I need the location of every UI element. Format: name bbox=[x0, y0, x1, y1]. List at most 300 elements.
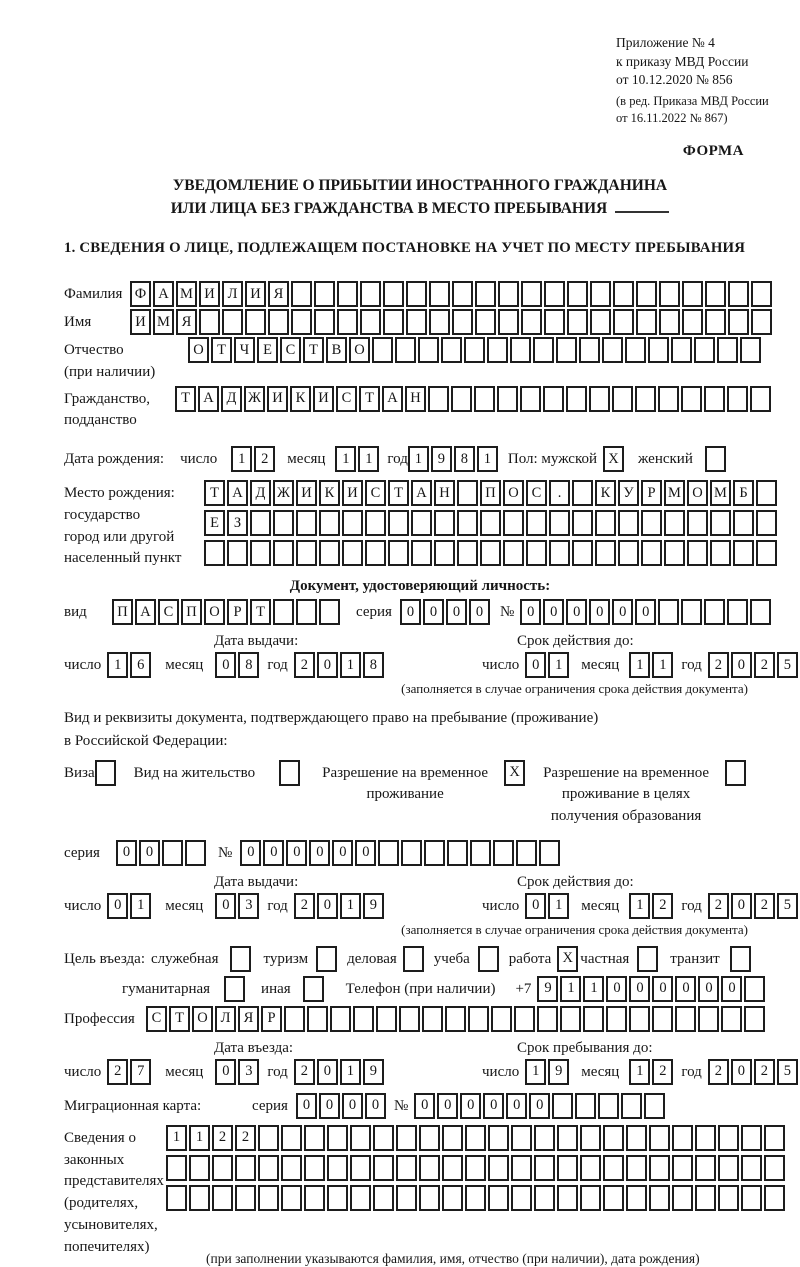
char-box[interactable] bbox=[618, 540, 639, 566]
char-box[interactable] bbox=[740, 337, 761, 363]
char-box[interactable] bbox=[521, 281, 542, 307]
char-box[interactable]: 8 bbox=[454, 446, 475, 472]
char-box[interactable] bbox=[556, 337, 577, 363]
char-box[interactable] bbox=[497, 386, 518, 412]
char-box[interactable] bbox=[727, 386, 748, 412]
char-box[interactable] bbox=[626, 1155, 647, 1181]
char-box[interactable]: 0 bbox=[525, 652, 546, 678]
char-box[interactable] bbox=[659, 281, 680, 307]
char-box[interactable] bbox=[602, 337, 623, 363]
char-box[interactable] bbox=[733, 540, 754, 566]
char-box[interactable]: Т bbox=[250, 599, 271, 625]
char-box[interactable] bbox=[314, 309, 335, 335]
char-box[interactable]: 1 bbox=[358, 446, 379, 472]
char-box[interactable] bbox=[681, 599, 702, 625]
char-box[interactable]: М bbox=[664, 480, 685, 506]
char-box[interactable]: 2 bbox=[294, 893, 315, 919]
char-box[interactable] bbox=[406, 309, 427, 335]
sex-male-checkbox[interactable] bbox=[603, 446, 626, 472]
char-box[interactable] bbox=[491, 1006, 512, 1032]
char-box[interactable]: И bbox=[342, 480, 363, 506]
char-box[interactable] bbox=[429, 309, 450, 335]
purpose-private-checkbox[interactable] bbox=[637, 946, 660, 972]
char-box[interactable]: Я bbox=[238, 1006, 259, 1032]
char-box[interactable]: 9 bbox=[548, 1059, 569, 1085]
char-box[interactable] bbox=[695, 1185, 716, 1211]
char-box[interactable]: 0 bbox=[698, 976, 719, 1002]
iddoc-issue-year-field[interactable] bbox=[294, 652, 386, 678]
char-box[interactable] bbox=[681, 386, 702, 412]
char-box[interactable] bbox=[470, 840, 491, 866]
char-box[interactable]: 7 bbox=[130, 1059, 151, 1085]
char-box[interactable]: 0 bbox=[446, 599, 467, 625]
char-box[interactable] bbox=[649, 1155, 670, 1181]
char-box[interactable] bbox=[516, 840, 537, 866]
char-box[interactable]: 0 bbox=[317, 893, 338, 919]
representatives-field-row2[interactable] bbox=[166, 1155, 787, 1181]
char-box[interactable] bbox=[606, 1006, 627, 1032]
entry-year-field[interactable] bbox=[294, 1059, 386, 1085]
char-box[interactable]: Т bbox=[175, 386, 196, 412]
char-box[interactable] bbox=[695, 1155, 716, 1181]
char-box[interactable]: 0 bbox=[215, 893, 236, 919]
char-box[interactable] bbox=[664, 540, 685, 566]
citizenship-field[interactable] bbox=[175, 386, 773, 412]
char-box[interactable]: С bbox=[158, 599, 179, 625]
char-box[interactable]: 1 bbox=[548, 893, 569, 919]
char-box[interactable] bbox=[373, 1125, 394, 1151]
char-box[interactable] bbox=[403, 946, 424, 972]
permit-series-field[interactable] bbox=[116, 840, 208, 866]
char-box[interactable]: 0 bbox=[529, 1093, 550, 1119]
char-box[interactable]: 1 bbox=[231, 446, 252, 472]
iddoc-expiry-year-field[interactable] bbox=[708, 652, 800, 678]
char-box[interactable] bbox=[603, 1125, 624, 1151]
char-box[interactable] bbox=[644, 1093, 665, 1119]
birth-year-field[interactable] bbox=[408, 446, 500, 472]
char-box[interactable] bbox=[543, 386, 564, 412]
char-box[interactable] bbox=[235, 1155, 256, 1181]
char-box[interactable] bbox=[579, 337, 600, 363]
char-box[interactable] bbox=[488, 1185, 509, 1211]
char-box[interactable] bbox=[465, 1125, 486, 1151]
char-box[interactable]: С bbox=[146, 1006, 167, 1032]
char-box[interactable]: 0 bbox=[612, 599, 633, 625]
char-box[interactable]: У bbox=[618, 480, 639, 506]
char-box[interactable]: А bbox=[382, 386, 403, 412]
char-box[interactable] bbox=[580, 1155, 601, 1181]
char-box[interactable]: 0 bbox=[319, 1093, 340, 1119]
char-box[interactable]: О bbox=[192, 1006, 213, 1032]
char-box[interactable] bbox=[212, 1155, 233, 1181]
char-box[interactable]: 0 bbox=[309, 840, 330, 866]
char-box[interactable]: 0 bbox=[296, 1093, 317, 1119]
char-box[interactable] bbox=[273, 510, 294, 536]
char-box[interactable] bbox=[419, 1185, 440, 1211]
char-box[interactable] bbox=[383, 281, 404, 307]
birthplace-field-row3[interactable] bbox=[204, 540, 779, 566]
char-box[interactable]: 0 bbox=[606, 976, 627, 1002]
char-box[interactable]: А bbox=[135, 599, 156, 625]
char-box[interactable] bbox=[224, 976, 245, 1002]
char-box[interactable]: Н bbox=[405, 386, 426, 412]
char-box[interactable]: 1 bbox=[548, 652, 569, 678]
char-box[interactable]: С bbox=[336, 386, 357, 412]
char-box[interactable] bbox=[649, 1125, 670, 1151]
char-box[interactable] bbox=[687, 540, 708, 566]
char-box[interactable] bbox=[227, 540, 248, 566]
char-box[interactable]: 0 bbox=[107, 893, 128, 919]
char-box[interactable] bbox=[166, 1185, 187, 1211]
char-box[interactable] bbox=[268, 309, 289, 335]
char-box[interactable] bbox=[750, 386, 771, 412]
char-box[interactable] bbox=[603, 1155, 624, 1181]
purpose-study-checkbox[interactable] bbox=[478, 946, 501, 972]
char-box[interactable] bbox=[695, 1125, 716, 1151]
char-box[interactable]: 1 bbox=[340, 893, 361, 919]
char-box[interactable] bbox=[572, 540, 593, 566]
char-box[interactable]: 0 bbox=[525, 893, 546, 919]
char-box[interactable] bbox=[756, 510, 777, 536]
char-box[interactable] bbox=[365, 540, 386, 566]
char-box[interactable] bbox=[342, 510, 363, 536]
char-box[interactable] bbox=[595, 540, 616, 566]
char-box[interactable] bbox=[303, 976, 324, 1002]
char-box[interactable]: 0 bbox=[400, 599, 421, 625]
char-box[interactable] bbox=[725, 760, 746, 786]
char-box[interactable] bbox=[557, 1155, 578, 1181]
name-field[interactable] bbox=[130, 309, 774, 335]
char-box[interactable] bbox=[589, 386, 610, 412]
char-box[interactable] bbox=[480, 510, 501, 536]
char-box[interactable]: 3 bbox=[238, 1059, 259, 1085]
char-box[interactable] bbox=[710, 540, 731, 566]
char-box[interactable]: Р bbox=[227, 599, 248, 625]
char-box[interactable]: О bbox=[204, 599, 225, 625]
birthplace-field-row1[interactable] bbox=[204, 480, 779, 506]
char-box[interactable] bbox=[281, 1155, 302, 1181]
char-box[interactable] bbox=[572, 510, 593, 536]
char-box[interactable]: З bbox=[227, 510, 248, 536]
char-box[interactable] bbox=[741, 1125, 762, 1151]
char-box[interactable] bbox=[629, 1006, 650, 1032]
char-box[interactable] bbox=[204, 540, 225, 566]
char-box[interactable] bbox=[672, 1125, 693, 1151]
char-box[interactable] bbox=[721, 1006, 742, 1032]
char-box[interactable] bbox=[567, 281, 588, 307]
char-box[interactable] bbox=[281, 1185, 302, 1211]
char-box[interactable] bbox=[764, 1125, 785, 1151]
representatives-field-row1[interactable] bbox=[166, 1125, 787, 1151]
char-box[interactable]: 0 bbox=[240, 840, 261, 866]
char-box[interactable]: Ч bbox=[234, 337, 255, 363]
char-box[interactable] bbox=[733, 510, 754, 536]
char-box[interactable]: 1 bbox=[629, 1059, 650, 1085]
char-box[interactable] bbox=[537, 1006, 558, 1032]
visa-checkbox[interactable] bbox=[95, 760, 118, 786]
char-box[interactable] bbox=[316, 946, 337, 972]
char-box[interactable] bbox=[526, 510, 547, 536]
char-box[interactable]: 2 bbox=[294, 1059, 315, 1085]
char-box[interactable]: 0 bbox=[365, 1093, 386, 1119]
char-box[interactable] bbox=[327, 1185, 348, 1211]
sex-female-checkbox[interactable] bbox=[705, 446, 728, 472]
char-box[interactable]: 1 bbox=[189, 1125, 210, 1151]
patronymic-field[interactable] bbox=[188, 337, 763, 363]
char-box[interactable] bbox=[539, 840, 560, 866]
char-box[interactable]: 2 bbox=[754, 652, 775, 678]
char-box[interactable] bbox=[166, 1155, 187, 1181]
char-box[interactable] bbox=[664, 510, 685, 536]
char-box[interactable] bbox=[428, 386, 449, 412]
char-box[interactable]: 1 bbox=[408, 446, 429, 472]
permit-issue-day-field[interactable] bbox=[107, 893, 153, 919]
char-box[interactable] bbox=[327, 1155, 348, 1181]
char-box[interactable]: 2 bbox=[754, 893, 775, 919]
char-box[interactable] bbox=[442, 1185, 463, 1211]
char-box[interactable] bbox=[464, 337, 485, 363]
char-box[interactable]: . bbox=[549, 480, 570, 506]
char-box[interactable]: 0 bbox=[731, 1059, 752, 1085]
char-box[interactable]: Р bbox=[641, 480, 662, 506]
char-box[interactable]: 0 bbox=[342, 1093, 363, 1119]
char-box[interactable] bbox=[350, 1185, 371, 1211]
char-box[interactable] bbox=[304, 1185, 325, 1211]
birth-day-field[interactable] bbox=[231, 446, 277, 472]
char-box[interactable]: 1 bbox=[130, 893, 151, 919]
char-box[interactable] bbox=[474, 386, 495, 412]
char-box[interactable] bbox=[590, 281, 611, 307]
char-box[interactable]: Р bbox=[261, 1006, 282, 1032]
char-box[interactable] bbox=[727, 599, 748, 625]
char-box[interactable] bbox=[373, 1155, 394, 1181]
char-box[interactable] bbox=[612, 386, 633, 412]
char-box[interactable] bbox=[598, 1093, 619, 1119]
char-box[interactable] bbox=[498, 281, 519, 307]
char-box[interactable]: 2 bbox=[254, 446, 275, 472]
char-box[interactable]: 1 bbox=[166, 1125, 187, 1151]
char-box[interactable] bbox=[441, 337, 462, 363]
char-box[interactable] bbox=[756, 540, 777, 566]
char-box[interactable]: А bbox=[198, 386, 219, 412]
char-box[interactable] bbox=[273, 540, 294, 566]
char-box[interactable] bbox=[279, 760, 300, 786]
char-box[interactable]: 0 bbox=[317, 652, 338, 678]
char-box[interactable] bbox=[756, 480, 777, 506]
char-box[interactable]: 9 bbox=[363, 1059, 384, 1085]
char-box[interactable] bbox=[319, 540, 340, 566]
char-box[interactable] bbox=[718, 1185, 739, 1211]
char-box[interactable] bbox=[637, 946, 658, 972]
char-box[interactable] bbox=[337, 309, 358, 335]
char-box[interactable]: 3 bbox=[238, 893, 259, 919]
char-box[interactable] bbox=[751, 281, 772, 307]
char-box[interactable] bbox=[493, 840, 514, 866]
char-box[interactable]: 2 bbox=[652, 893, 673, 919]
char-box[interactable]: 1 bbox=[340, 1059, 361, 1085]
temp-residence-checkbox[interactable] bbox=[504, 760, 527, 786]
residence-permit-checkbox[interactable] bbox=[279, 760, 302, 786]
char-box[interactable] bbox=[533, 337, 554, 363]
char-box[interactable] bbox=[327, 1125, 348, 1151]
char-box[interactable] bbox=[641, 540, 662, 566]
char-box[interactable] bbox=[457, 510, 478, 536]
char-box[interactable] bbox=[549, 510, 570, 536]
char-box[interactable]: Е bbox=[204, 510, 225, 536]
char-box[interactable]: М bbox=[176, 281, 197, 307]
char-box[interactable]: 0 bbox=[675, 976, 696, 1002]
char-box[interactable] bbox=[411, 510, 432, 536]
char-box[interactable]: 5 bbox=[777, 1059, 798, 1085]
char-box[interactable] bbox=[360, 281, 381, 307]
char-box[interactable]: П bbox=[112, 599, 133, 625]
char-box[interactable] bbox=[544, 309, 565, 335]
char-box[interactable] bbox=[365, 510, 386, 536]
char-box[interactable] bbox=[503, 540, 524, 566]
char-box[interactable] bbox=[672, 1155, 693, 1181]
char-box[interactable] bbox=[534, 1125, 555, 1151]
char-box[interactable] bbox=[625, 337, 646, 363]
char-box[interactable] bbox=[447, 840, 468, 866]
char-box[interactable] bbox=[626, 1185, 647, 1211]
char-box[interactable]: И bbox=[296, 480, 317, 506]
char-box[interactable]: В bbox=[326, 337, 347, 363]
char-box[interactable]: 0 bbox=[437, 1093, 458, 1119]
char-box[interactable] bbox=[649, 1185, 670, 1211]
char-box[interactable] bbox=[399, 1006, 420, 1032]
char-box[interactable]: Т bbox=[359, 386, 380, 412]
char-box[interactable]: И bbox=[313, 386, 334, 412]
char-box[interactable] bbox=[376, 1006, 397, 1032]
char-box[interactable]: 1 bbox=[583, 976, 604, 1002]
char-box[interactable] bbox=[452, 309, 473, 335]
iddoc-expiry-month-field[interactable] bbox=[629, 652, 675, 678]
char-box[interactable]: 1 bbox=[629, 893, 650, 919]
char-box[interactable]: 0 bbox=[215, 1059, 236, 1085]
char-box[interactable]: Л bbox=[222, 281, 243, 307]
migcard-series-field[interactable] bbox=[296, 1093, 388, 1119]
char-box[interactable] bbox=[718, 1125, 739, 1151]
char-box[interactable] bbox=[557, 1125, 578, 1151]
char-box[interactable] bbox=[560, 1006, 581, 1032]
char-box[interactable]: 0 bbox=[566, 599, 587, 625]
char-box[interactable] bbox=[652, 1006, 673, 1032]
char-box[interactable] bbox=[445, 1006, 466, 1032]
char-box[interactable] bbox=[595, 510, 616, 536]
char-box[interactable]: 8 bbox=[238, 652, 259, 678]
representatives-field-row3[interactable] bbox=[166, 1185, 787, 1211]
char-box[interactable]: 0 bbox=[317, 1059, 338, 1085]
char-box[interactable]: 5 bbox=[777, 652, 798, 678]
char-box[interactable] bbox=[281, 1125, 302, 1151]
char-box[interactable]: 2 bbox=[235, 1125, 256, 1151]
char-box[interactable] bbox=[452, 281, 473, 307]
char-box[interactable]: 6 bbox=[130, 652, 151, 678]
permit-number-field[interactable] bbox=[240, 840, 562, 866]
char-box[interactable]: X bbox=[603, 446, 624, 472]
char-box[interactable]: Т bbox=[211, 337, 232, 363]
char-box[interactable]: 5 bbox=[777, 893, 798, 919]
char-box[interactable] bbox=[189, 1185, 210, 1211]
iddoc-expiry-day-field[interactable] bbox=[525, 652, 571, 678]
char-box[interactable] bbox=[296, 510, 317, 536]
char-box[interactable]: А bbox=[227, 480, 248, 506]
char-box[interactable] bbox=[514, 1006, 535, 1032]
char-box[interactable] bbox=[162, 840, 183, 866]
char-box[interactable] bbox=[457, 540, 478, 566]
char-box[interactable] bbox=[728, 309, 749, 335]
char-box[interactable]: 0 bbox=[520, 599, 541, 625]
char-box[interactable] bbox=[705, 446, 726, 472]
char-box[interactable] bbox=[744, 976, 765, 1002]
char-box[interactable] bbox=[296, 540, 317, 566]
char-box[interactable] bbox=[503, 510, 524, 536]
char-box[interactable] bbox=[235, 1185, 256, 1211]
char-box[interactable] bbox=[659, 309, 680, 335]
profession-field[interactable] bbox=[146, 1006, 767, 1032]
stay-year-field[interactable] bbox=[708, 1059, 800, 1085]
char-box[interactable] bbox=[613, 281, 634, 307]
stay-month-field[interactable] bbox=[629, 1059, 675, 1085]
char-box[interactable] bbox=[549, 540, 570, 566]
phone-field[interactable] bbox=[537, 976, 767, 1002]
char-box[interactable]: 0 bbox=[731, 893, 752, 919]
char-box[interactable]: 1 bbox=[477, 446, 498, 472]
char-box[interactable] bbox=[373, 1185, 394, 1211]
char-box[interactable] bbox=[526, 540, 547, 566]
char-box[interactable] bbox=[521, 309, 542, 335]
char-box[interactable] bbox=[636, 281, 657, 307]
char-box[interactable] bbox=[671, 337, 692, 363]
char-box[interactable] bbox=[434, 540, 455, 566]
char-box[interactable] bbox=[360, 309, 381, 335]
char-box[interactable] bbox=[635, 386, 656, 412]
char-box[interactable]: 1 bbox=[560, 976, 581, 1002]
char-box[interactable] bbox=[245, 309, 266, 335]
char-box[interactable] bbox=[566, 386, 587, 412]
char-box[interactable]: 8 bbox=[363, 652, 384, 678]
char-box[interactable] bbox=[388, 540, 409, 566]
char-box[interactable]: X bbox=[504, 760, 525, 786]
char-box[interactable] bbox=[230, 946, 251, 972]
purpose-tourism-checkbox[interactable] bbox=[316, 946, 339, 972]
char-box[interactable] bbox=[457, 480, 478, 506]
char-box[interactable]: И bbox=[267, 386, 288, 412]
char-box[interactable]: О bbox=[687, 480, 708, 506]
char-box[interactable] bbox=[682, 309, 703, 335]
char-box[interactable]: 9 bbox=[363, 893, 384, 919]
char-box[interactable]: 1 bbox=[107, 652, 128, 678]
char-box[interactable]: 0 bbox=[543, 599, 564, 625]
purpose-business-checkbox[interactable] bbox=[403, 946, 426, 972]
purpose-work-checkbox[interactable] bbox=[557, 946, 580, 972]
char-box[interactable] bbox=[764, 1155, 785, 1181]
char-box[interactable]: 1 bbox=[340, 652, 361, 678]
char-box[interactable] bbox=[296, 599, 317, 625]
char-box[interactable] bbox=[468, 1006, 489, 1032]
char-box[interactable]: 0 bbox=[589, 599, 610, 625]
char-box[interactable] bbox=[199, 309, 220, 335]
char-box[interactable]: С bbox=[526, 480, 547, 506]
char-box[interactable]: А bbox=[153, 281, 174, 307]
char-box[interactable]: М bbox=[710, 480, 731, 506]
char-box[interactable]: К bbox=[595, 480, 616, 506]
char-box[interactable] bbox=[572, 480, 593, 506]
char-box[interactable] bbox=[401, 840, 422, 866]
char-box[interactable] bbox=[465, 1185, 486, 1211]
char-box[interactable]: 0 bbox=[731, 652, 752, 678]
char-box[interactable] bbox=[337, 281, 358, 307]
